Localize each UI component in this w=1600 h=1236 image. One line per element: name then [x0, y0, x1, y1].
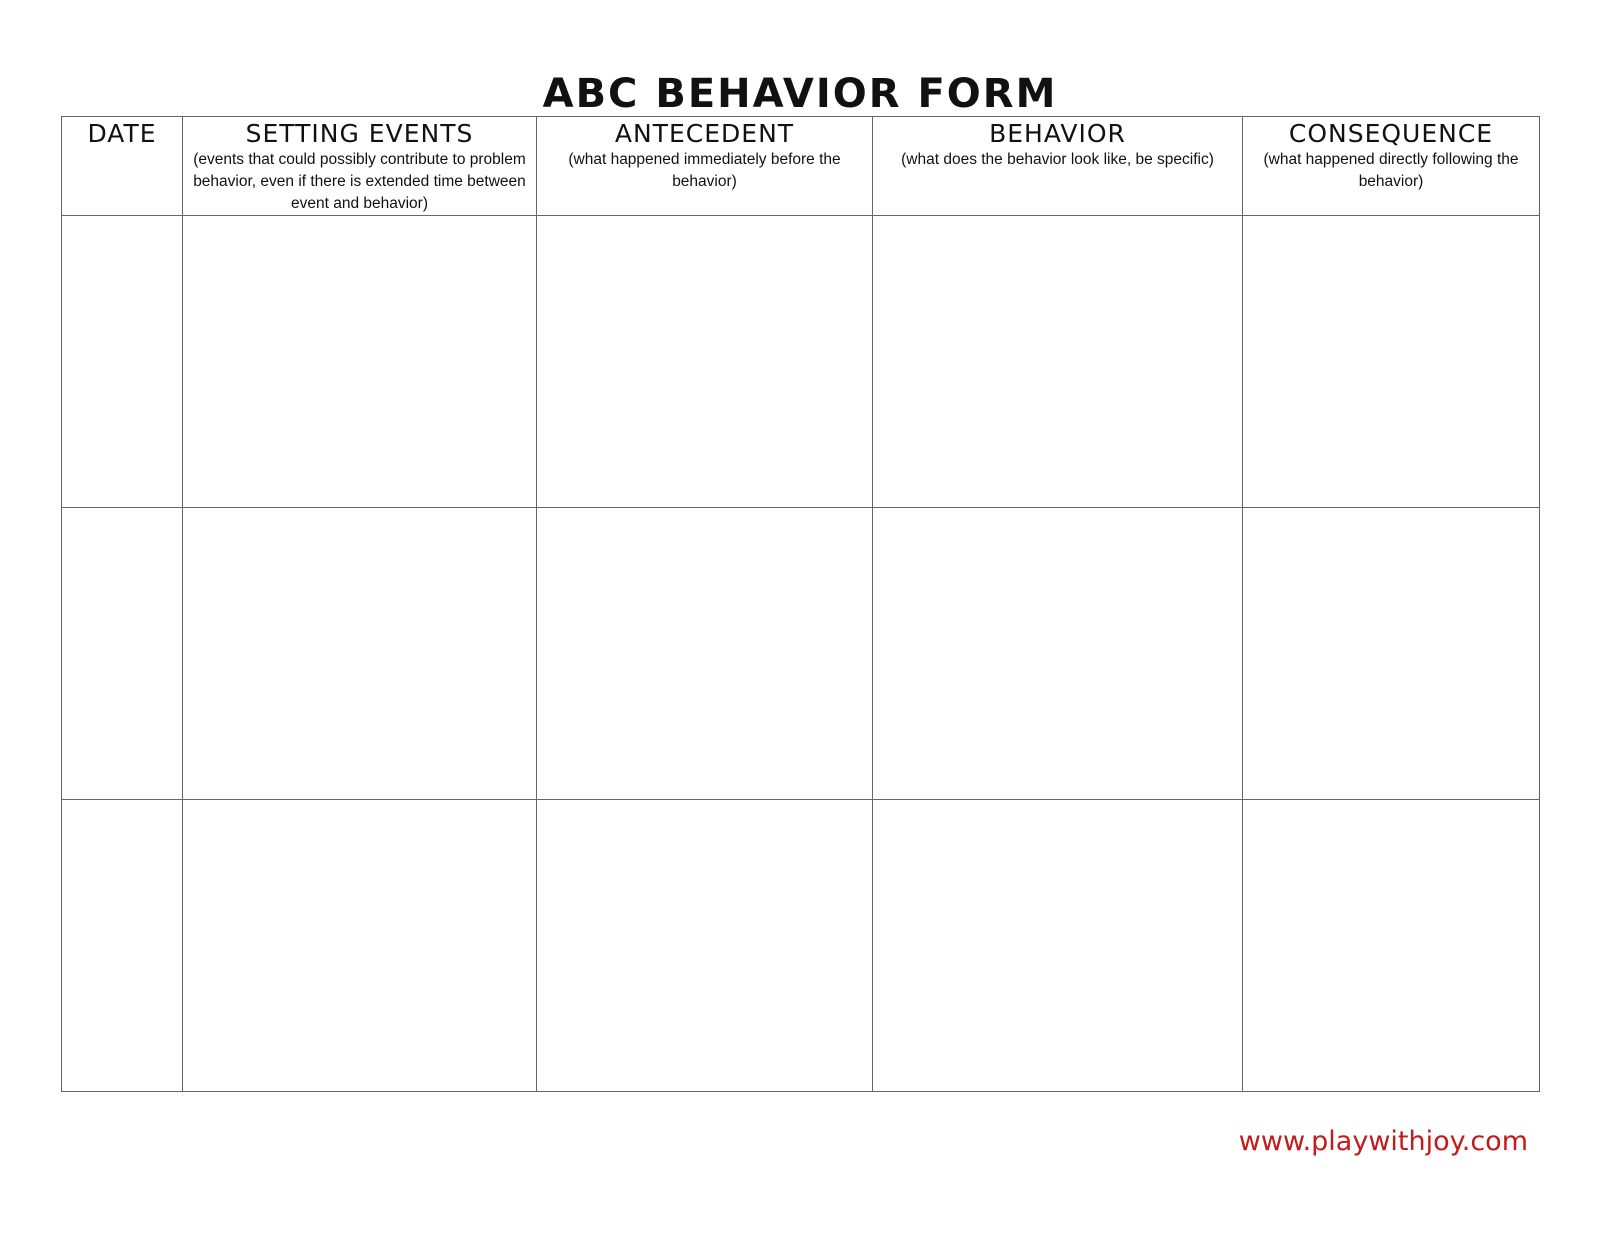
consequence-cell[interactable]	[1243, 508, 1540, 800]
setting-events-cell[interactable]	[183, 800, 537, 1092]
header-row	[62, 117, 1540, 216]
behavior-cell[interactable]	[873, 800, 1243, 1092]
consequence-cell[interactable]	[1243, 216, 1540, 508]
table-row	[62, 800, 1540, 1092]
column-heading: DATE	[87, 119, 157, 148]
column-heading: ANTECEDENT	[614, 119, 795, 148]
abc-behavior-table	[61, 116, 1540, 1092]
column-heading: BEHAVIOR	[989, 119, 1126, 148]
date-cell[interactable]	[62, 508, 183, 800]
behavior-cell[interactable]	[873, 216, 1243, 508]
column-header-consequence	[1243, 117, 1540, 216]
antecedent-cell[interactable]	[537, 216, 873, 508]
setting-events-cell[interactable]	[183, 216, 537, 508]
column-header-date	[62, 117, 183, 216]
form-title: ABC BEHAVIOR FORM	[542, 71, 1058, 117]
column-description: (what happened immediately before the behavior)	[568, 151, 841, 190]
consequence-cell[interactable]	[1243, 800, 1540, 1092]
antecedent-cell[interactable]	[537, 800, 873, 1092]
date-cell[interactable]	[62, 216, 183, 508]
column-description: (what happened directly following the behavior)	[1263, 151, 1519, 190]
column-header-setting-events	[183, 117, 537, 216]
column-header-behavior	[873, 117, 1243, 216]
table-row	[62, 216, 1540, 508]
column-description: (what does the behavior look like, be specific)	[901, 151, 1214, 168]
column-heading: SETTING EVENTS	[245, 119, 474, 148]
table-row	[62, 508, 1540, 800]
setting-events-cell[interactable]	[183, 508, 537, 800]
website-link[interactable]: www.playwithjoy.com	[1238, 1126, 1528, 1157]
column-description: (events that could possibly contribute to problem behavior, even if there is extended time between event and behavior)	[193, 151, 526, 212]
behavior-cell[interactable]	[873, 508, 1243, 800]
date-cell[interactable]	[62, 800, 183, 1092]
antecedent-cell[interactable]	[537, 508, 873, 800]
column-heading: CONSEQUENCE	[1288, 119, 1494, 148]
column-header-antecedent	[537, 117, 873, 216]
